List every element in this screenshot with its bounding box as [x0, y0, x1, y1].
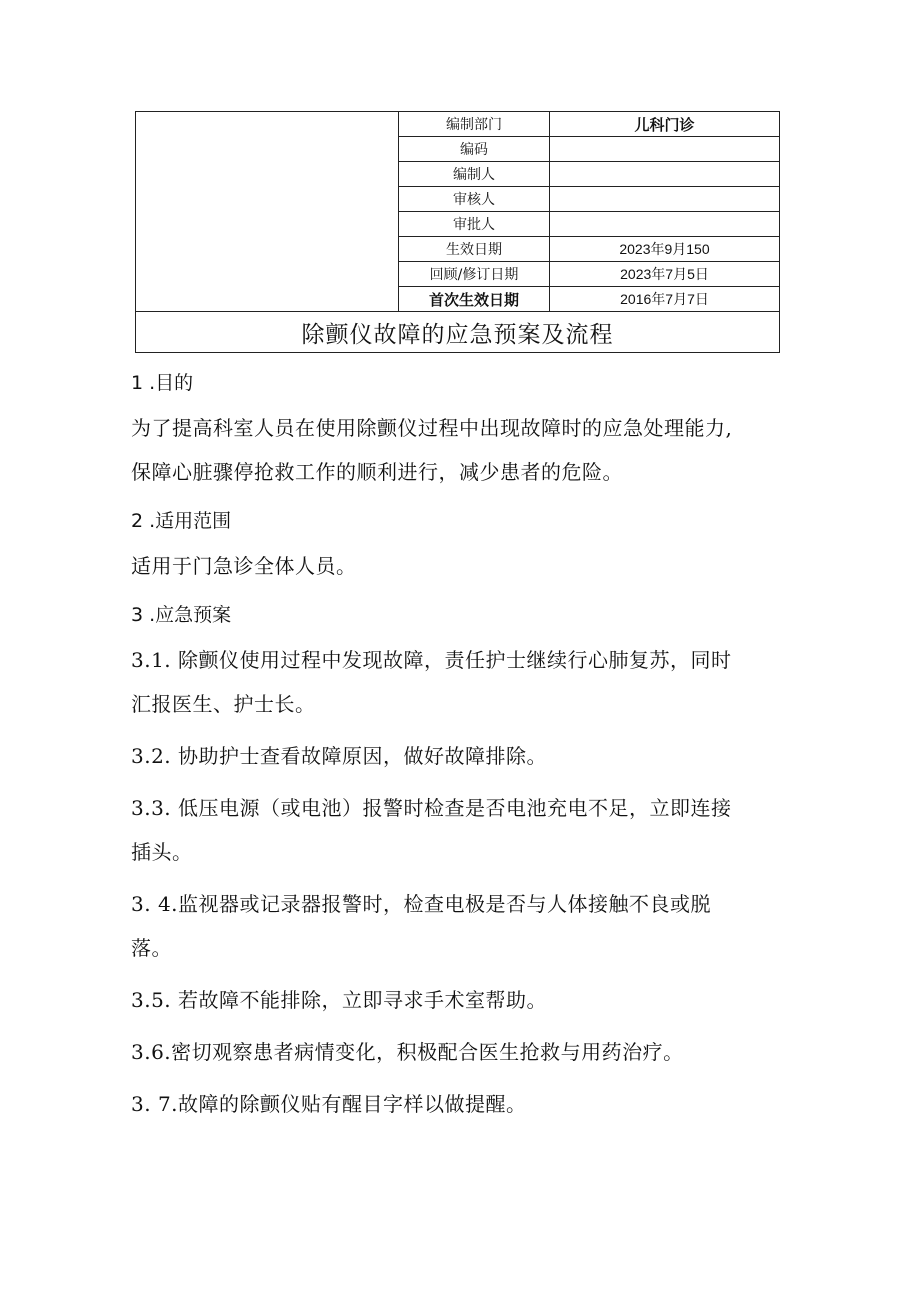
header-value: 2023年9月150 — [550, 237, 780, 262]
list-item-continuation: 落。 — [131, 936, 172, 960]
list-item: 3. 4.监视器或记录器报警时，检查电极是否与人体接触不良或脱 — [131, 892, 712, 916]
list-item: 3. 7.故障的除颤仪贴有醒目字样以做提醒。 — [131, 1092, 527, 1116]
header-label: 审批人 — [399, 212, 550, 237]
header-value: 2023年7月5日 — [550, 262, 780, 287]
header-label: 首次生效日期 — [399, 287, 550, 312]
header-label: 回顾/修订日期 — [399, 262, 550, 287]
header-value: 2016年7月7日 — [550, 287, 780, 312]
title-row — [136, 312, 780, 353]
document-title: 除颤仪故障的应急预案及流程 — [136, 312, 780, 353]
header-label: 编制人 — [399, 162, 550, 187]
header-label: 生效日期 — [399, 237, 550, 262]
header-row — [136, 112, 780, 137]
document-header-table — [135, 111, 780, 353]
header-value: 儿科门诊 — [550, 112, 780, 137]
list-item-continuation: 插头。 — [131, 840, 193, 864]
section-heading: 2 .适用范围 — [131, 510, 232, 532]
header-value — [550, 162, 780, 187]
header-label: 编制部门 — [399, 112, 550, 137]
section-heading: 3 .应急预案 — [131, 604, 232, 626]
logo-area — [136, 112, 399, 312]
paragraph-line: 为了提高科室人员在使用除颤仪过程中出现故障时的应急处理能力, — [131, 416, 733, 440]
section-heading: 1 .目的 — [131, 372, 194, 394]
list-item: 3.3. 低压电源（或电池）报警时检查是否电池充电不足，立即连接 — [131, 796, 732, 820]
document-body — [131, 368, 781, 1126]
header-label: 编码 — [399, 137, 550, 162]
list-item: 3.2. 协助护士查看故障原因，做好故障排除。 — [131, 744, 548, 768]
list-item: 3.5. 若故障不能排除，立即寻求手术室帮助。 — [131, 988, 548, 1012]
header-value — [550, 137, 780, 162]
list-item-continuation: 汇报医生、护士长。 — [131, 692, 316, 716]
paragraph-line: 保障心脏骤停抢救工作的顺利进行，减少患者的危险。 — [131, 460, 623, 484]
header-value — [550, 212, 780, 237]
header-value — [550, 187, 780, 212]
list-item: 3.6.密切观察患者病情变化，积极配合医生抢救与用药治疗。 — [131, 1040, 684, 1064]
paragraph-line: 适用于门急诊全体人员。 — [131, 554, 357, 578]
header-label: 审核人 — [399, 187, 550, 212]
list-item: 3.1. 除颤仪使用过程中发现故障，责任护士继续行心肺复苏，同时 — [131, 648, 732, 672]
